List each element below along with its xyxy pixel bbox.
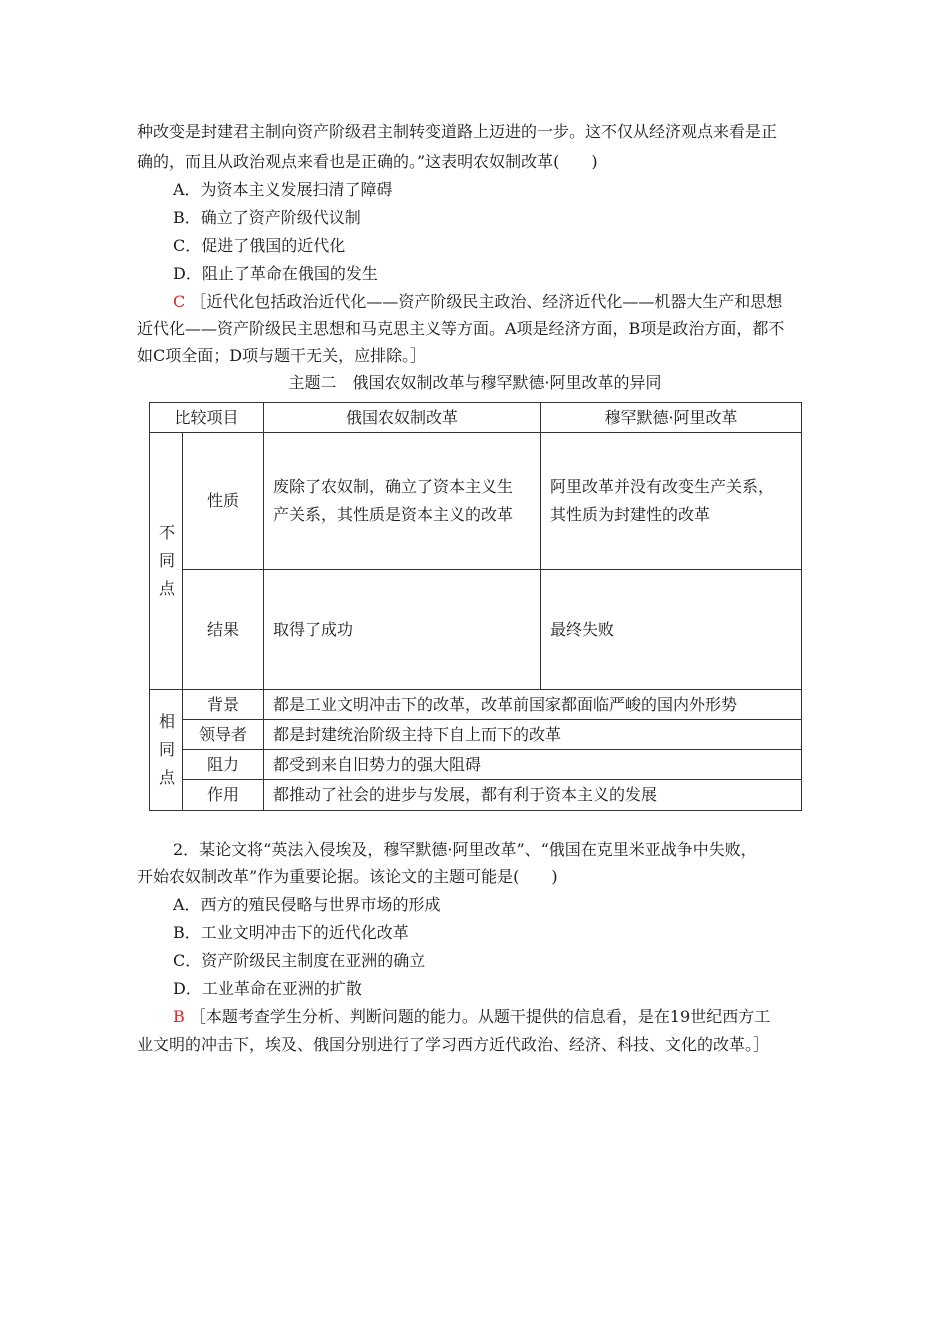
q2-explanation-line-1: [173, 1006, 770, 1028]
cell-resistance: 都受到来自旧势力的强大阻碍: [264, 750, 802, 780]
q1-option-a: A．为资本主义发展扫清了障碍: [173, 180, 393, 199]
cell-ali-nature: 阿里改革并没有改变生产关系， 其性质为封建性的改革: [541, 433, 802, 570]
header-ali-reform: 穆罕默德·阿里改革: [541, 403, 802, 433]
cell-background: 都是工业文明冲击下的改革，改革前国家都面临严峻的国内外形势: [264, 690, 802, 720]
q1-option-d: D．阻止了革命在俄国的发生: [173, 264, 378, 283]
q2-stem-line-2: 开始农奴制改革”作为重要论据。该论文的主题可能是( ): [137, 867, 558, 886]
row-label-nature: 性质: [183, 433, 264, 570]
row-label-leader: 领导者: [183, 720, 264, 750]
intro-line-1: 种改变是封建君主制向资产阶级君主制转变道路上迈进的一步。这不仅从经济观点来看是正: [137, 122, 778, 141]
similarities-label: 相 同 点: [150, 690, 183, 811]
comparison-table: [149, 402, 802, 811]
table-row-result: [150, 570, 802, 690]
q2-option-d: D．工业革命在亚洲的扩散: [173, 979, 362, 998]
q2-option-b: B．工业文明冲击下的近代化改革: [173, 923, 409, 942]
q2-answer-letter: B: [173, 1007, 185, 1026]
header-russia-reform: 俄国农奴制改革: [264, 403, 541, 433]
q1-explanation-text-1: ［近代化包括政治近代化——资产阶级民主政治、经济近代化——机器大生产和思想: [190, 292, 783, 311]
q1-option-b: B．确立了资产阶级代议制: [173, 208, 361, 227]
row-label-background: 背景: [183, 690, 264, 720]
table-row-background: [150, 690, 802, 720]
cell-ali-result: 最终失败: [541, 570, 802, 690]
table-row-resistance: [150, 750, 802, 780]
cell-effect: 都推动了社会的进步与发展，都有利于资本主义的发展: [264, 780, 802, 811]
q2-option-a: A．西方的殖民侵略与世界市场的形成: [173, 895, 441, 914]
q2-stem-line-1: 2．某论文将“英法入侵埃及，穆罕默德·阿里改革”、“俄国在克里米亚战争中失败，: [173, 840, 757, 859]
table-row-nature: [150, 433, 802, 570]
intro-line-2: 确的，而且从政治观点来看也是正确的。”这表明农奴制改革( ): [137, 152, 598, 171]
q1-option-c: C．促进了俄国的近代化: [173, 236, 346, 255]
topic-title: 主题二 俄国农奴制改革与穆罕默德·阿里改革的异同: [288, 373, 662, 392]
cell-leader: 都是封建统治阶级主持下自上而下的改革: [264, 720, 802, 750]
q1-explanation-line-3: 如C项全面；D项与题干无关，应排除。］: [137, 346, 427, 365]
row-label-effect: 作用: [183, 780, 264, 811]
row-label-resistance: 阻力: [183, 750, 264, 780]
q1-explanation-line-1: [173, 291, 782, 313]
q1-explanation-line-2: 近代化——资产阶级民主思想和马克思主义等方面。A项是经济方面，B项是政治方面，都不: [137, 319, 785, 338]
cell-russia-result: 取得了成功: [264, 570, 541, 690]
table-row-leader: [150, 720, 802, 750]
q2-option-c: C．资产阶级民主制度在亚洲的确立: [173, 951, 426, 970]
cell-russia-nature: 废除了农奴制，确立了资本主义生 产关系，其性质是资本主义的改革: [264, 433, 541, 570]
q2-explanation-text-1: ［本题考查学生分析、判断问题的能力。从题干提供的信息看，是在19世纪西方工: [189, 1007, 771, 1026]
differences-label: 不 同 点: [150, 433, 183, 690]
table-header-row: [150, 403, 802, 433]
q2-explanation-line-2: 业文明的冲击下，埃及、俄国分别进行了学习西方近代政治、经济、科技、文化的改革。］: [137, 1035, 770, 1054]
q1-answer-letter: C: [173, 292, 186, 311]
table-row-effect: [150, 780, 802, 811]
row-label-result: 结果: [183, 570, 264, 690]
header-compare-item: 比较项目: [150, 403, 264, 433]
